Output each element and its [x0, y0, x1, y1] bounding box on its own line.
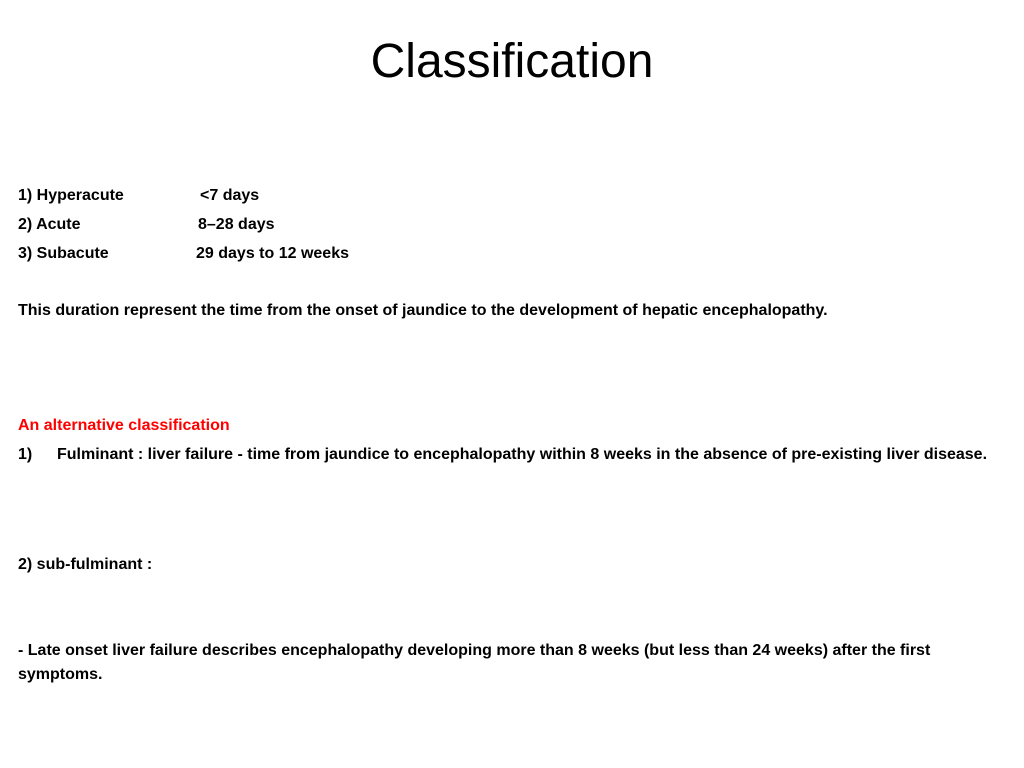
- duration-label: 1) Hyperacute: [18, 187, 124, 204]
- duration-row-subacute: [18, 242, 418, 266]
- duration-value: 29 days to 12 weeks: [196, 245, 349, 262]
- duration-row-acute: [18, 213, 418, 237]
- duration-row-hyperacute: [18, 184, 418, 208]
- duration-value: <7 days: [200, 187, 260, 204]
- duration-value: 8–28 days: [198, 216, 275, 233]
- alt-item-subfulminant: 2) sub-fulminant :: [18, 556, 153, 573]
- duration-label: 3) Subacute: [18, 245, 109, 262]
- duration-label: 2) Acute: [18, 216, 81, 233]
- alt-classification-heading: An alternative classification: [18, 417, 230, 434]
- alt-item-text: Fulminant : liver failure - time from jaundice to encephalopathy within 8 weeks in the absence of pre-existing liver disease.: [57, 446, 988, 463]
- late-onset-note: - Late onset liver failure describes encephalopathy developing more than 8 weeks (but less than 24 weeks) after the first symptoms.: [18, 642, 931, 683]
- duration-note: This duration represent the time from the onset of jaundice to the development of hepatic encephalopathy.: [18, 302, 828, 319]
- slide-title: Classification: [370, 35, 654, 88]
- alt-item-number: 1): [18, 446, 33, 463]
